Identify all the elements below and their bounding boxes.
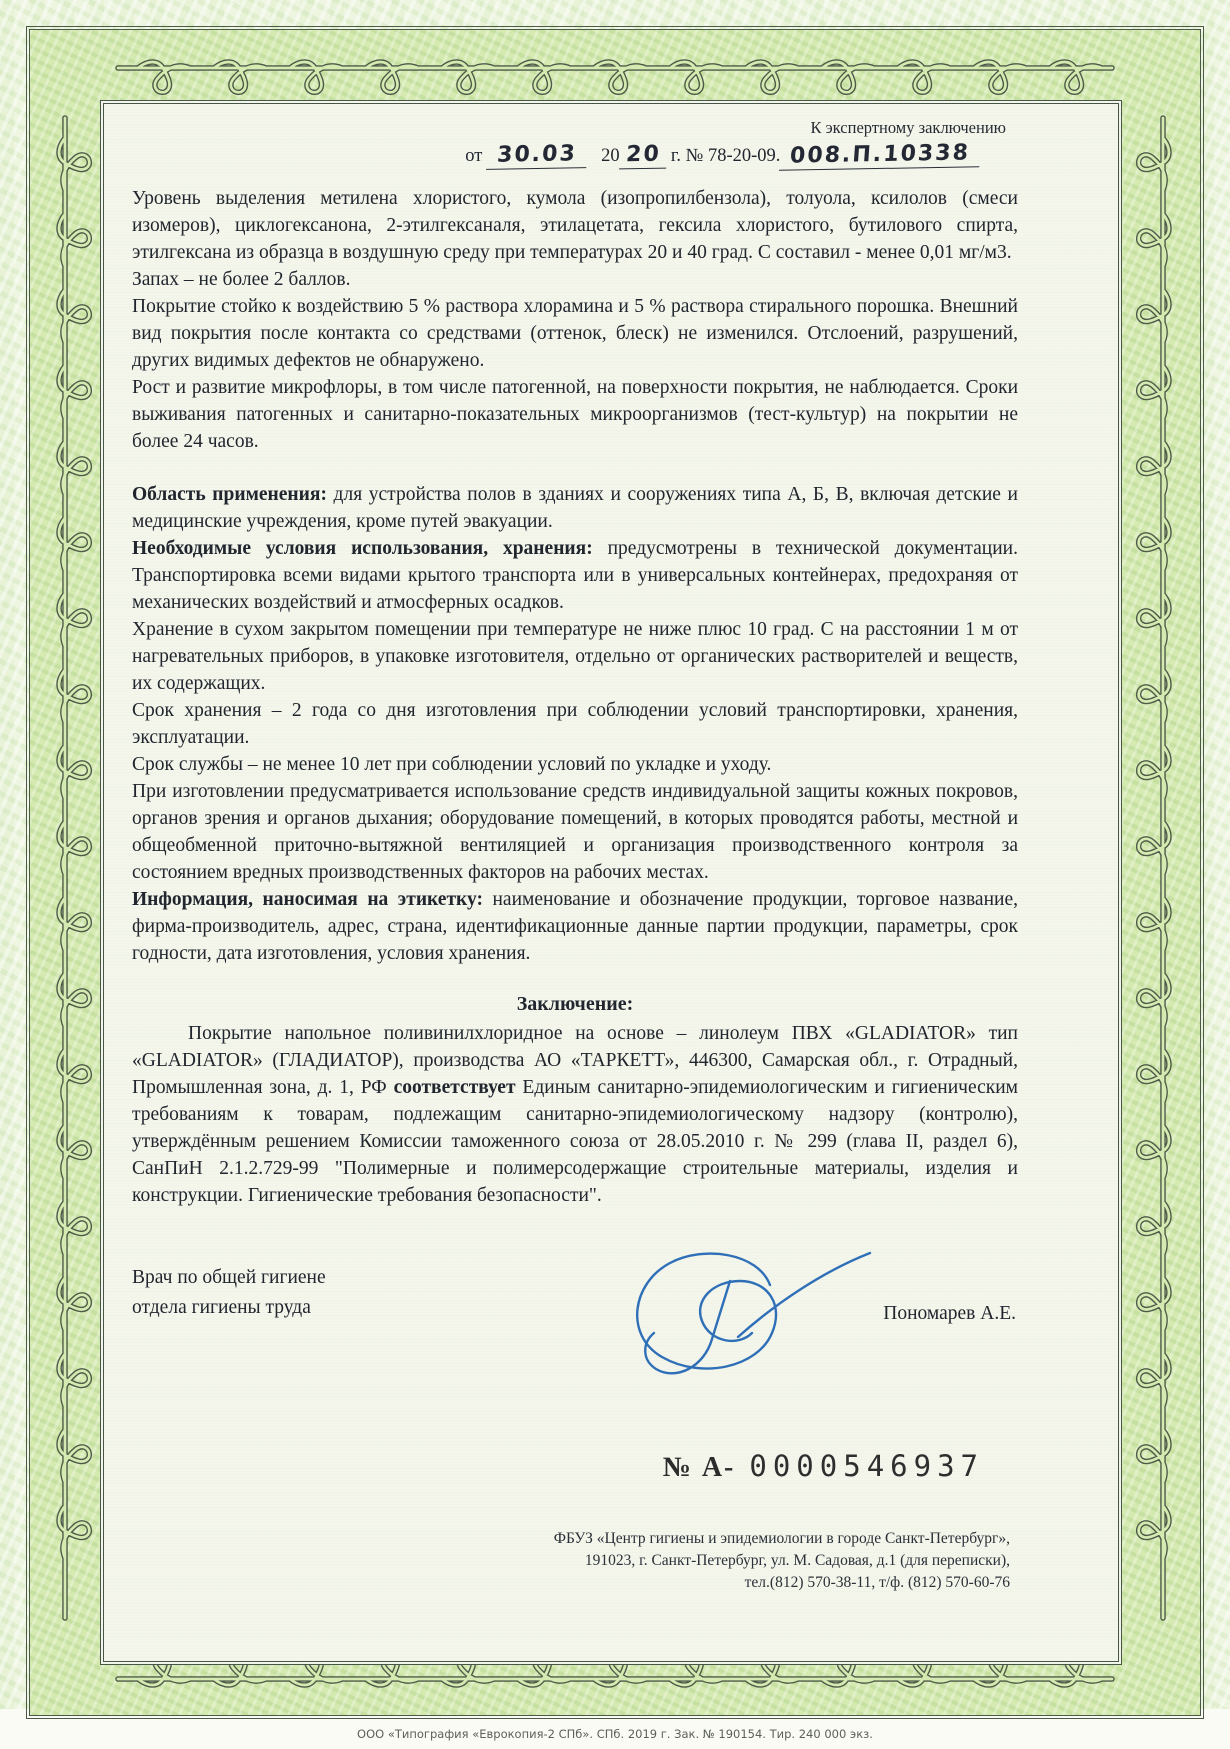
conclusion-heading: Заключение: <box>516 993 634 1015</box>
stamp-digits: 0000546937 <box>749 1449 984 1483</box>
paragraph-emission-level <box>132 185 1018 266</box>
paragraph-text: Хранение в сухом закрытом помещении при температуре не ниже плюс 10 град. С на расстоянии 1 м от нагревательных приборов, в упаковке изготовителя, отдельно от органических растворителей и веществ, их содержащих. <box>132 619 1018 694</box>
ornament-border-bottom-icon <box>118 1659 1112 1709</box>
paragraph-microflora <box>132 374 1018 455</box>
content-frame <box>100 100 1122 1665</box>
date-line <box>132 140 1018 169</box>
paragraph-service-life <box>132 751 1018 778</box>
conclusion-bold-word: соответствует <box>393 1077 516 1098</box>
ref-note: К экспертному заключению <box>810 118 1006 137</box>
signature-scribble-icon <box>562 1241 882 1391</box>
org-contact-block <box>132 1528 1018 1594</box>
signer-role-line1: Врач по общей гигиене <box>132 1267 326 1288</box>
stamp-prefix: № А- <box>662 1452 736 1483</box>
paragraph-text: предусмотрены в технической документации. Транспортировка всеми видами крытого транспорта или в универсальных контейнерах, предохраняя от механических воздействий и атмосферных осадков. <box>132 538 1018 613</box>
paragraph-usage-conditions <box>132 535 1018 616</box>
paragraph-shelf-life <box>132 697 1018 751</box>
print-info-line: ООО «Типография «Еврокопия-2 СПб». СПб. 2019 г. Зак. № 190154. Тир. 240 000 экз. <box>357 1727 873 1741</box>
ref-number-handwritten: 008.П.10338 <box>779 142 981 170</box>
org-name-line: ФБУЗ «Центр гигиены и эпидемиологии в городе Санкт-Петербург», <box>553 1530 1010 1547</box>
ornament-border-right-icon <box>1143 118 1189 1618</box>
conclusion-paragraph <box>132 1020 1018 1209</box>
paragraph-text: наименование и обозначение продукции, торговое название, фирма-производитель, адрес, страна, идентификационные данные партии продукции, параметры, срок годности, дата изготовления, условия хранения. <box>132 889 1018 964</box>
signature-block <box>132 1263 1018 1391</box>
conclusion-before: Покрытие напольное поливинилхлоридное на основе – линолеум ПВХ «GLADIATOR» тип «GLADIATOR» (ГЛАДИАТОР), производства АО «ТАРКЕТТ», 446300, Самарская обл., г. Отрадный, Промышленная зона, д. 1, РФ <box>132 1023 1018 1098</box>
paragraph-application-area <box>132 481 1018 535</box>
paragraph-lead: Информация, наносимая на этикетку: <box>132 889 483 910</box>
paragraph-text: Срок хранения – 2 года со дня изготовления при соблюдении условий транспортировки, хранения, эксплуатации. <box>132 700 1018 748</box>
paragraph-manufacturing-protection <box>132 778 1018 886</box>
signer-role <box>132 1263 412 1323</box>
org-address-line: 191023, г. Санкт-Петербург, ул. М. Садовая, д.1 (для переписки), <box>584 1552 1010 1569</box>
paragraph-text: Покрытие стойко к воздействию 5 % раствора хлорамина и 5 % раствора стирального порошка. Внешний вид покрытия после контакта со средствами (оттенок, блеск) не изменился. Отслоений, разрушений, других видимых дефектов не обнаружено. <box>132 296 1018 371</box>
paragraph-text: Запах – не более 2 баллов. <box>132 269 351 290</box>
paragraph-storage <box>132 616 1018 697</box>
paragraph-text: Уровень выделения метилена хлористого, кумола (изопропилбензола), толуола, ксилолов (смеси изомеров), циклогексанона, 2-этилгексаналя, этилацетата, гексила хлористого, бутилового спирта, этилгексана из образца в воздушную среду при температурах 20 и 40 град. С составил - менее 0,01 мг/м3. <box>132 188 1018 263</box>
paragraph-label-info <box>132 886 1018 967</box>
ref-number-typed: г. № 78-20-09. <box>670 146 781 166</box>
org-phone-line: тел.(812) 570-38-11, т/ф. (812) 570-60-76 <box>744 1574 1010 1591</box>
paragraph-text: для устройства полов в зданиях и сооружениях типа А, Б, В, включая детские и медицинские учреждения, кроме путей эвакуации. <box>132 484 1018 532</box>
paragraph-odor <box>132 266 1018 293</box>
paragraph-text: Срок службы – не менее 10 лет при соблюдении условий по укладке и уходу. <box>132 754 772 775</box>
signer-name: Пономарев А.Е. <box>883 1303 1016 1324</box>
ornament-border-left-icon <box>45 118 91 1618</box>
paragraph-text: При изготовлении предусматривается использование средств индивидуальной защиты кожных покровов, органов зрения и органов дыхания; оборудование помещений, в которых проводятся работы, местной и общеобменной приточно-вытяжной вентиляцией и организация производственного контроля за состоянием вредных производственных факторов на рабочих местах. <box>132 781 1018 883</box>
date-prefix: от <box>465 146 483 166</box>
century-typed: 20 <box>601 146 620 166</box>
signer-role-line2: отдела гигиены труда <box>132 1297 311 1318</box>
document-body <box>104 104 1118 1661</box>
paragraph-lead: Область применения: <box>132 484 327 505</box>
ornament-border-top-icon <box>118 48 1112 98</box>
conclusion-after: Единым санитарно-эпидемиологическим и гигиеническим требованиям к товарам, подлежащим санитарно-эпидемиологическому надзору (контролю), утверждённым решением Комиссии таможенного союза от 28.05.2010 г. № 299 (глава II, раздел 6), СанПиН 2.1.2.729-99 "Полимерные и полимерсодержащие строительные материалы, изделия и конструкции. Гигиенические требования безопасности". <box>132 1077 1018 1206</box>
paragraph-lead: Необходимые условия использования, хранения: <box>132 538 593 559</box>
paragraph-text: Рост и развитие микрофлоры, в том числе патогенной, на поверхности покрытия, не наблюдается. Сроки выживания патогенных и санитарно-показательных микроорганизмов (тест-культур) на покрытии не более 24 часов. <box>132 377 1018 452</box>
certificate-number-stamp <box>132 1449 1018 1484</box>
date-handwritten: 30.03 <box>486 143 587 170</box>
paragraph-resistance <box>132 293 1018 374</box>
year-handwritten: 20 <box>619 144 667 170</box>
